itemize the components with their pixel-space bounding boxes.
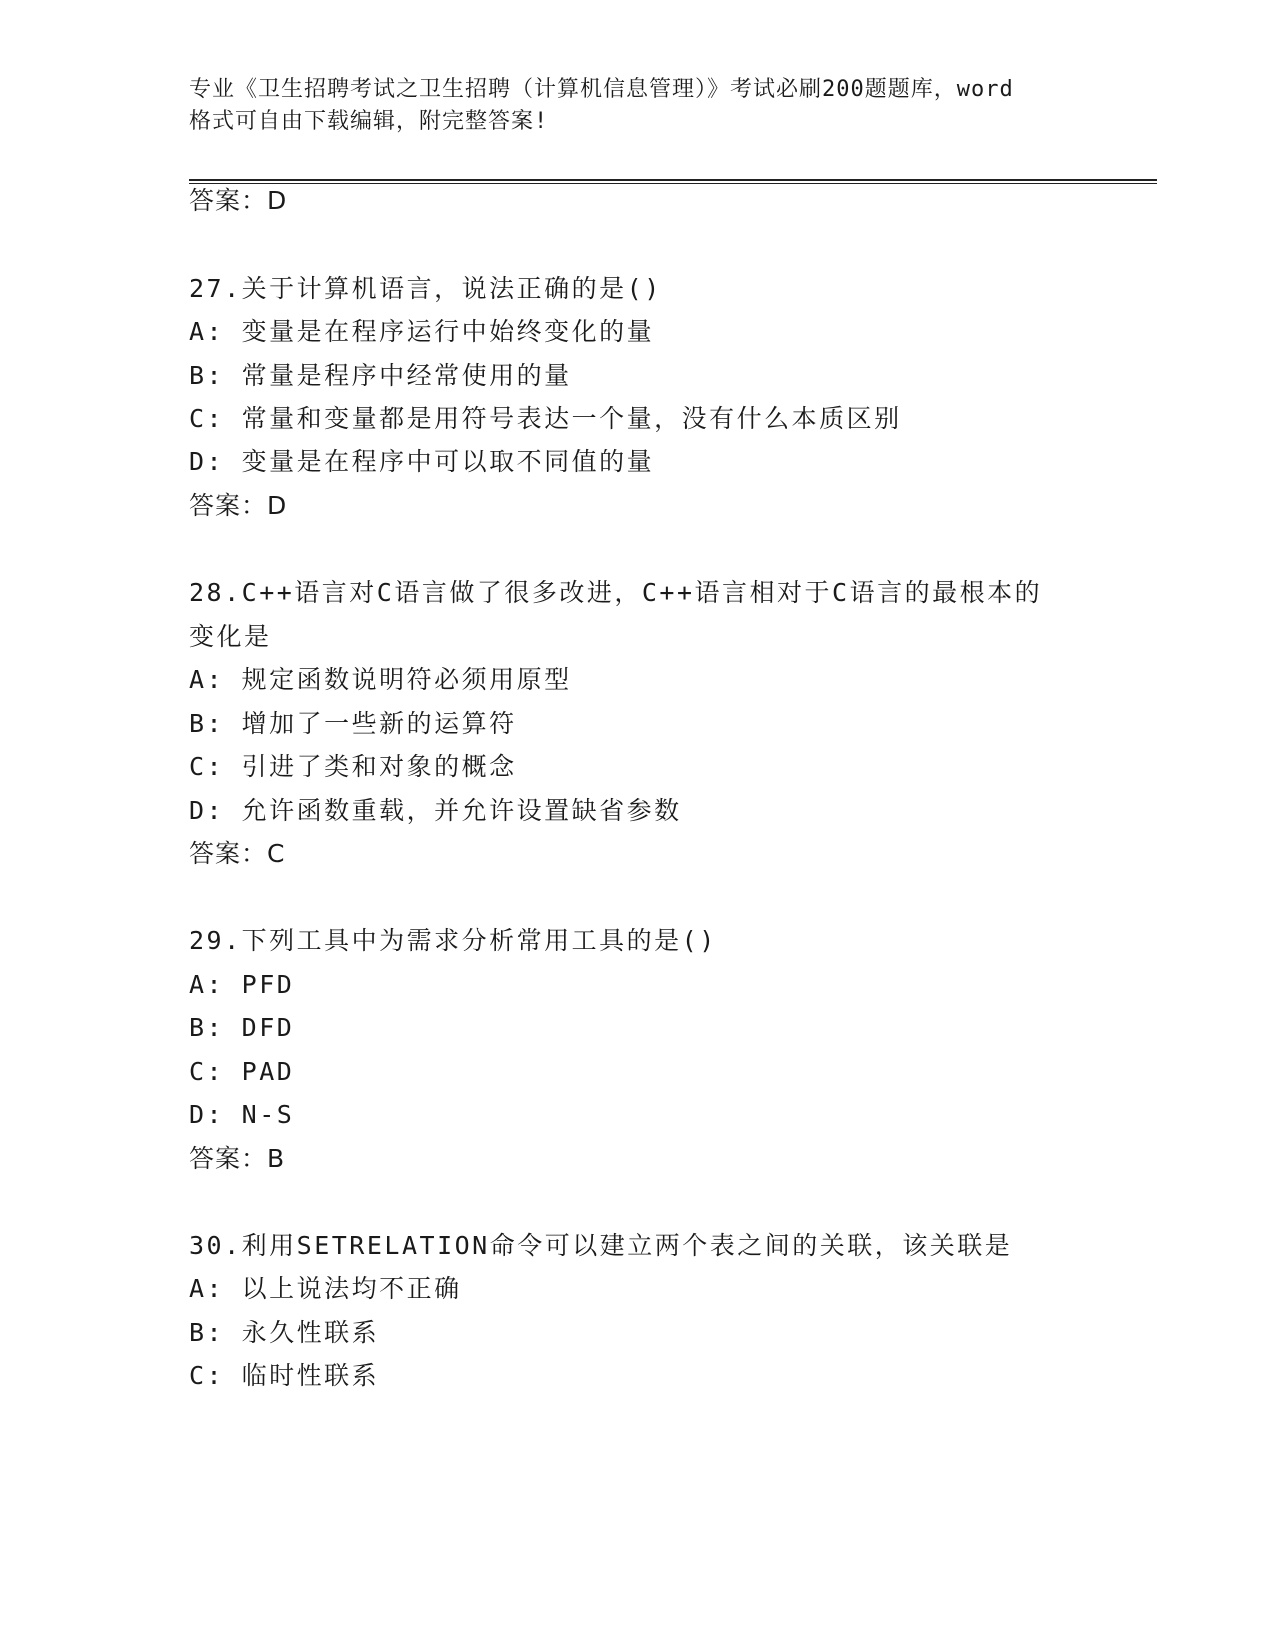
header-divider-thin (189, 183, 1157, 184)
question-29-answer: 答案：B (189, 1144, 286, 1173)
question-30-option-a: A: 以上说法均不正确 (189, 1274, 462, 1303)
header-line-2: 格式可自由下载编辑，附完整答案! (189, 109, 549, 134)
question-28-stem-line-1: 28.C++语言对C语言做了很多改进，C++语言相对于C语言的最根本的 (189, 578, 1043, 607)
document-header (189, 74, 1089, 138)
question-28-option-d: D: 允许函数重载，并允许设置缺省参数 (189, 796, 682, 825)
question-28-option-c: C: 引进了类和对象的概念 (189, 752, 517, 781)
question-27-option-d: D: 变量是在程序中可以取不同值的量 (189, 447, 655, 476)
question-29-stem: 29.下列工具中为需求分析常用工具的是() (189, 926, 717, 955)
question-27-option-c: C: 常量和变量都是用符号表达一个量，没有什么本质区别 (189, 404, 902, 433)
question-27-option-b: B: 常量是程序中经常使用的量 (189, 361, 572, 390)
header-line-1: 专业《卫生招聘考试之卫生招聘（计算机信息管理）》考试必刷200题题库，word (189, 77, 1014, 102)
question-29-option-a: A: PFD (189, 970, 295, 999)
question-27-answer: 答案：D (189, 491, 288, 520)
question-27-stem: 27.关于计算机语言，说法正确的是() (189, 274, 662, 303)
answer-prev: 答案：D (189, 186, 288, 215)
question-30-option-c: C: 临时性联系 (189, 1361, 380, 1390)
question-30-option-b: B: 永久性联系 (189, 1318, 380, 1347)
question-28-option-a: A: 规定函数说明符必须用原型 (189, 665, 572, 694)
question-29-option-c: C: PAD (189, 1057, 295, 1086)
question-30-stem: 30.利用SETRELATION命令可以建立两个表之间的关联，该关联是 (189, 1231, 1013, 1260)
question-29-option-d: D: N-S (189, 1100, 295, 1129)
question-29-option-b: B: DFD (189, 1013, 295, 1042)
question-27-option-a: A: 变量是在程序运行中始终变化的量 (189, 317, 655, 346)
question-28-answer: 答案：C (189, 839, 286, 868)
question-28-stem-line-2: 变化是 (189, 622, 272, 651)
question-28-option-b: B: 增加了一些新的运算符 (189, 709, 517, 738)
header-divider (189, 179, 1157, 181)
